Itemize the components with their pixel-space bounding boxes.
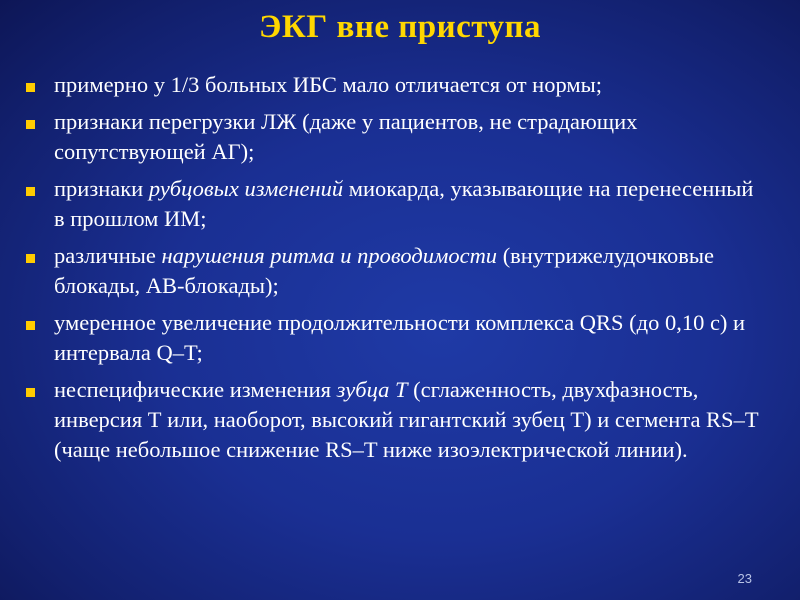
bullet-text: примерно у 1/3 больных ИБС мало отличается от нормы; <box>54 72 602 97</box>
bullet-italic-text: рубцовых изменений <box>148 176 344 201</box>
bullet-italic-text: зубца Т <box>336 377 408 402</box>
bullet-text: признаки <box>54 176 149 201</box>
bullet-text-tail: (сглаженность, двухфазность, инверсия Т или, наоборот, высокий гигантский зубец Т) и сегмента RS–T (чаще небольшое снижение RS–T ниже изоэлектрической линии). <box>54 377 759 462</box>
bullet-text: различные <box>54 243 162 268</box>
bullet-italic-text: нарушения ритма и проводимости <box>161 243 498 268</box>
slide-title: ЭКГ вне приступа <box>258 9 542 45</box>
bullet-item <box>22 174 767 234</box>
bullet-text: неспецифические изменения <box>54 377 337 402</box>
bullet-item <box>22 70 767 100</box>
square-bullet-icon <box>26 321 35 330</box>
square-bullet-icon <box>26 83 35 92</box>
page-number: 23 <box>737 571 752 586</box>
bullet-text: умеренное увеличение продолжительности комплекса QRS (до 0,10 с) и интервала Q–T; <box>54 310 746 365</box>
bullet-item <box>22 308 767 368</box>
bullet-text-tail: миокарда, указывающие на перенесенный в прошлом ИМ; <box>54 176 754 231</box>
bullet-item <box>22 107 767 167</box>
square-bullet-icon <box>26 254 35 263</box>
bullet-text: признаки перегрузки ЛЖ (даже у пациентов, не страдающих сопутствующей АГ); <box>54 109 638 164</box>
square-bullet-icon <box>26 187 35 196</box>
bullet-text-tail: (внутрижелудочковые блокады, АВ-блокады); <box>54 243 714 298</box>
square-bullet-icon <box>26 120 35 129</box>
bullet-list <box>22 70 767 472</box>
bullet-item <box>22 241 767 301</box>
square-bullet-icon <box>26 388 35 397</box>
bullet-item <box>22 375 767 465</box>
